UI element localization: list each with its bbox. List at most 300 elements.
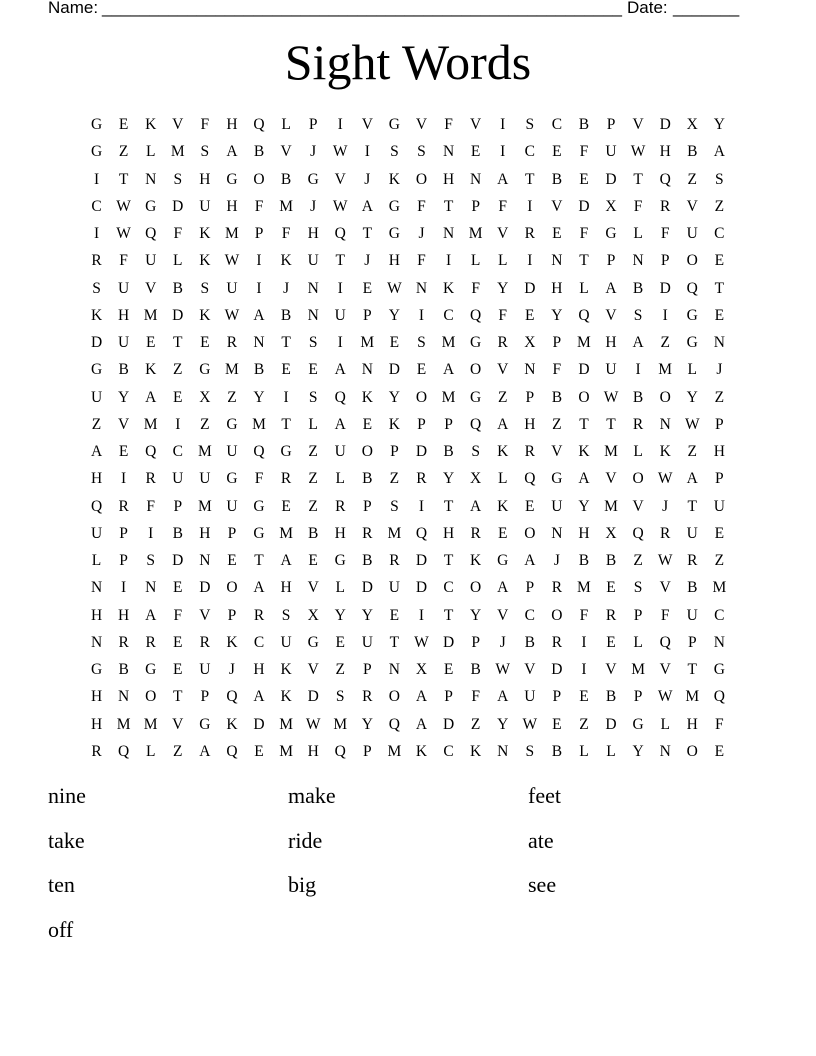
- grid-letter[interactable]: D: [605, 715, 617, 733]
- grid-letter[interactable]: L: [579, 742, 589, 760]
- grid-letter[interactable]: C: [443, 579, 454, 597]
- grid-letter[interactable]: G: [145, 661, 157, 678]
- grid-letter[interactable]: B: [551, 742, 563, 760]
- grid-letter[interactable]: S: [92, 279, 101, 297]
- grid-letter[interactable]: Q: [415, 524, 428, 542]
- grid-letter[interactable]: K: [470, 742, 482, 760]
- grid-letter[interactable]: K: [470, 552, 482, 569]
- grid-letter[interactable]: D: [415, 579, 428, 597]
- grid-letter[interactable]: I: [256, 279, 262, 297]
- grid-letter[interactable]: D: [172, 197, 184, 215]
- grid-letter[interactable]: I: [418, 497, 425, 515]
- grid-letter[interactable]: A: [280, 552, 292, 569]
- grid-letter[interactable]: T: [443, 197, 454, 215]
- grid-letter[interactable]: V: [145, 279, 157, 297]
- grid-letter[interactable]: P: [633, 688, 643, 706]
- grid-letter[interactable]: T: [118, 170, 129, 188]
- grid-letter[interactable]: F: [579, 606, 589, 624]
- grid-letter[interactable]: M: [604, 443, 618, 460]
- grid-letter[interactable]: O: [578, 388, 590, 406]
- grid-letter[interactable]: X: [605, 524, 617, 542]
- grid-letter[interactable]: Y: [361, 606, 373, 624]
- grid-letter[interactable]: C: [172, 443, 183, 460]
- grid-letter[interactable]: I: [337, 279, 343, 297]
- grid-letter[interactable]: P: [227, 606, 237, 624]
- grid-letter[interactable]: M: [387, 742, 402, 760]
- grid-letter[interactable]: K: [145, 116, 157, 133]
- grid-letter[interactable]: E: [335, 633, 345, 651]
- grid-letter[interactable]: L: [145, 742, 156, 760]
- grid-letter[interactable]: W: [657, 552, 673, 569]
- grid-letter[interactable]: M: [685, 688, 700, 706]
- grid-letter[interactable]: B: [118, 361, 129, 379]
- grid-letter[interactable]: W: [305, 715, 321, 733]
- grid-letter[interactable]: Q: [686, 279, 698, 297]
- grid-letter[interactable]: P: [200, 688, 210, 706]
- grid-letter[interactable]: T: [281, 415, 291, 433]
- grid-letter[interactable]: R: [118, 633, 129, 651]
- grid-letter[interactable]: P: [363, 306, 372, 324]
- grid-letter[interactable]: Y: [686, 388, 698, 406]
- grid-letter[interactable]: H: [226, 116, 238, 133]
- grid-letter[interactable]: W: [522, 715, 538, 733]
- grid-letter[interactable]: A: [334, 415, 346, 433]
- grid-letter[interactable]: N: [145, 170, 157, 188]
- grid-letter[interactable]: A: [713, 143, 725, 161]
- grid-letter[interactable]: H: [524, 415, 536, 433]
- grid-letter[interactable]: B: [524, 633, 535, 651]
- grid-letter[interactable]: N: [361, 361, 373, 379]
- grid-letter[interactable]: R: [524, 225, 535, 242]
- grid-letter[interactable]: W: [414, 633, 429, 651]
- grid-letter[interactable]: H: [388, 252, 400, 270]
- grid-letter[interactable]: X: [686, 116, 698, 133]
- grid-letter[interactable]: U: [686, 524, 698, 542]
- grid-letter[interactable]: W: [224, 306, 240, 324]
- grid-letter[interactable]: B: [118, 661, 129, 678]
- grid-letter[interactable]: P: [254, 225, 264, 242]
- grid-letter[interactable]: J: [310, 197, 317, 215]
- grid-letter[interactable]: F: [119, 252, 128, 270]
- grid-letter[interactable]: G: [199, 715, 211, 733]
- grid-letter[interactable]: G: [253, 524, 265, 542]
- grid-letter[interactable]: T: [714, 279, 725, 297]
- grid-letter[interactable]: K: [497, 443, 509, 460]
- grid-letter[interactable]: D: [388, 361, 400, 379]
- grid-letter[interactable]: S: [390, 497, 399, 515]
- grid-letter[interactable]: G: [470, 388, 482, 406]
- grid-letter[interactable]: Y: [497, 279, 509, 297]
- grid-letter[interactable]: G: [470, 334, 482, 351]
- grid-letter[interactable]: E: [118, 116, 129, 133]
- grid-letter[interactable]: B: [280, 170, 292, 188]
- grid-letter[interactable]: A: [253, 306, 265, 324]
- grid-letter[interactable]: F: [660, 225, 670, 242]
- grid-letter[interactable]: E: [714, 524, 725, 542]
- grid-letter[interactable]: R: [362, 688, 373, 706]
- grid-letter[interactable]: V: [172, 715, 184, 733]
- grid-letter[interactable]: N: [90, 633, 103, 651]
- grid-letter[interactable]: R: [687, 552, 698, 569]
- grid-letter[interactable]: V: [334, 170, 346, 188]
- grid-letter[interactable]: M: [631, 661, 645, 678]
- grid-letter[interactable]: M: [441, 334, 456, 351]
- grid-letter[interactable]: L: [579, 279, 589, 297]
- grid-letter[interactable]: Z: [714, 552, 725, 569]
- grid-letter[interactable]: E: [227, 552, 237, 569]
- grid-letter[interactable]: I: [283, 388, 289, 406]
- grid-letter[interactable]: N: [145, 579, 157, 597]
- grid-letter[interactable]: V: [497, 606, 509, 624]
- grid-letter[interactable]: U: [226, 279, 238, 297]
- grid-letter[interactable]: E: [389, 334, 400, 351]
- grid-letter[interactable]: N: [551, 252, 563, 270]
- grid-letter[interactable]: E: [200, 334, 210, 351]
- grid-letter[interactable]: Q: [253, 116, 265, 133]
- grid-letter[interactable]: R: [145, 633, 156, 651]
- grid-letter[interactable]: A: [145, 388, 157, 406]
- grid-letter[interactable]: A: [253, 579, 265, 597]
- grid-letter[interactable]: M: [143, 306, 158, 324]
- grid-letter[interactable]: E: [281, 361, 291, 379]
- grid-letter[interactable]: X: [605, 197, 617, 215]
- grid-letter[interactable]: F: [417, 252, 426, 270]
- grid-letter[interactable]: E: [606, 633, 616, 651]
- grid-letter[interactable]: O: [686, 252, 698, 270]
- grid-letter[interactable]: A: [524, 552, 536, 569]
- grid-letter[interactable]: K: [199, 252, 211, 270]
- grid-letter[interactable]: I: [500, 143, 506, 161]
- grid-letter[interactable]: U: [90, 388, 103, 406]
- grid-letter[interactable]: H: [280, 579, 292, 597]
- grid-letter[interactable]: D: [253, 715, 265, 733]
- grid-letter[interactable]: V: [307, 579, 319, 597]
- grid-letter[interactable]: T: [525, 170, 535, 188]
- grid-letter[interactable]: D: [442, 715, 455, 733]
- grid-letter[interactable]: R: [524, 443, 535, 460]
- grid-letter[interactable]: R: [335, 497, 346, 515]
- grid-letter[interactable]: Z: [714, 388, 725, 406]
- grid-letter[interactable]: V: [659, 579, 671, 597]
- grid-letter[interactable]: J: [499, 633, 506, 651]
- grid-letter[interactable]: K: [280, 252, 292, 270]
- grid-letter[interactable]: E: [362, 415, 373, 433]
- grid-letter[interactable]: K: [659, 443, 671, 460]
- grid-letter[interactable]: A: [497, 579, 509, 597]
- grid-letter[interactable]: E: [525, 306, 535, 324]
- grid-letter[interactable]: O: [686, 742, 698, 760]
- grid-letter[interactable]: F: [146, 497, 155, 515]
- grid-letter[interactable]: K: [280, 688, 292, 706]
- grid-letter[interactable]: G: [497, 552, 509, 569]
- grid-letter[interactable]: R: [362, 524, 373, 542]
- grid-letter[interactable]: U: [388, 579, 400, 597]
- grid-letter[interactable]: Q: [632, 524, 644, 542]
- grid-letter[interactable]: P: [525, 579, 535, 597]
- grid-letter[interactable]: P: [363, 497, 372, 515]
- grid-letter[interactable]: D: [361, 579, 373, 597]
- grid-letter[interactable]: Q: [334, 225, 346, 242]
- grid-letter[interactable]: U: [361, 633, 373, 651]
- grid-letter[interactable]: V: [686, 197, 698, 215]
- grid-letter[interactable]: A: [497, 170, 509, 188]
- grid-letter[interactable]: F: [715, 715, 724, 733]
- grid-letter[interactable]: E: [308, 361, 318, 379]
- grid-letter[interactable]: Z: [389, 470, 400, 488]
- grid-letter[interactable]: W: [224, 252, 240, 270]
- grid-letter[interactable]: P: [444, 415, 453, 433]
- grid-letter[interactable]: S: [715, 170, 724, 188]
- grid-letter[interactable]: U: [145, 252, 157, 270]
- grid-letter[interactable]: T: [281, 334, 291, 351]
- grid-letter[interactable]: N: [713, 633, 725, 651]
- grid-letter[interactable]: D: [524, 279, 536, 297]
- grid-letter[interactable]: J: [716, 361, 723, 379]
- grid-letter[interactable]: E: [173, 661, 183, 678]
- grid-letter[interactable]: M: [197, 443, 212, 460]
- grid-letter[interactable]: N: [307, 306, 319, 324]
- grid-letter[interactable]: Z: [470, 715, 481, 733]
- grid-letter[interactable]: S: [417, 143, 426, 161]
- grid-letter[interactable]: T: [687, 497, 697, 515]
- grid-letter[interactable]: Z: [335, 661, 345, 678]
- grid-letter[interactable]: E: [579, 688, 589, 706]
- grid-letter[interactable]: E: [606, 579, 616, 597]
- grid-letter[interactable]: G: [226, 470, 238, 488]
- grid-letter[interactable]: B: [307, 524, 319, 542]
- grid-letter[interactable]: Y: [713, 116, 725, 133]
- grid-letter[interactable]: R: [91, 252, 102, 270]
- grid-letter[interactable]: O: [415, 170, 428, 188]
- grid-letter[interactable]: D: [199, 579, 211, 597]
- grid-letter[interactable]: I: [527, 197, 533, 215]
- grid-letter[interactable]: V: [497, 361, 509, 379]
- grid-letter[interactable]: Q: [659, 633, 671, 651]
- grid-letter[interactable]: O: [361, 443, 373, 460]
- grid-letter[interactable]: C: [551, 116, 563, 133]
- grid-letter[interactable]: G: [280, 443, 292, 460]
- grid-letter[interactable]: T: [633, 170, 643, 188]
- grid-letter[interactable]: G: [145, 197, 157, 215]
- grid-letter[interactable]: I: [337, 334, 343, 351]
- grid-letter[interactable]: C: [714, 225, 725, 242]
- grid-letter[interactable]: P: [173, 497, 183, 515]
- grid-letter[interactable]: E: [389, 606, 400, 624]
- grid-letter[interactable]: V: [524, 661, 536, 678]
- grid-letter[interactable]: A: [199, 742, 211, 760]
- grid-letter[interactable]: N: [632, 252, 644, 270]
- grid-letter[interactable]: D: [415, 552, 428, 569]
- grid-letter[interactable]: O: [145, 688, 157, 706]
- grid-letter[interactable]: C: [443, 742, 454, 760]
- grid-letter[interactable]: B: [362, 470, 373, 488]
- grid-letter[interactable]: M: [279, 524, 293, 542]
- grid-letter[interactable]: U: [524, 688, 536, 706]
- grid-letter[interactable]: Z: [714, 197, 725, 215]
- grid-letter[interactable]: G: [307, 170, 319, 188]
- grid-letter[interactable]: G: [226, 415, 238, 433]
- grid-letter[interactable]: K: [280, 661, 292, 678]
- grid-letter[interactable]: X: [524, 334, 536, 351]
- grid-letter[interactable]: Q: [334, 388, 346, 406]
- grid-letter[interactable]: T: [173, 688, 183, 706]
- grid-letter[interactable]: O: [551, 606, 563, 624]
- grid-letter[interactable]: A: [145, 606, 157, 624]
- grid-letter[interactable]: N: [470, 170, 482, 188]
- grid-letter[interactable]: F: [579, 143, 589, 161]
- grid-letter[interactable]: R: [389, 552, 400, 569]
- grid-letter[interactable]: V: [659, 661, 671, 678]
- grid-letter[interactable]: D: [659, 279, 671, 297]
- grid-letter[interactable]: S: [173, 170, 183, 188]
- grid-letter[interactable]: K: [442, 279, 455, 297]
- grid-letter[interactable]: U: [199, 197, 211, 215]
- grid-letter[interactable]: K: [226, 715, 238, 733]
- grid-letter[interactable]: Q: [578, 306, 590, 324]
- grid-letter[interactable]: L: [335, 470, 345, 488]
- grid-letter[interactable]: Z: [118, 143, 129, 161]
- grid-letter[interactable]: R: [226, 334, 238, 351]
- grid-letter[interactable]: E: [416, 361, 427, 379]
- grid-letter[interactable]: P: [606, 116, 616, 133]
- grid-letter[interactable]: Q: [226, 688, 238, 706]
- grid-letter[interactable]: L: [173, 252, 183, 270]
- grid-letter[interactable]: K: [578, 443, 590, 460]
- grid-letter[interactable]: E: [552, 715, 562, 733]
- grid-letter[interactable]: V: [118, 415, 130, 433]
- grid-letter[interactable]: R: [470, 524, 481, 542]
- grid-letter[interactable]: T: [335, 252, 345, 270]
- grid-letter[interactable]: C: [524, 606, 535, 624]
- grid-letter[interactable]: B: [551, 388, 563, 406]
- grid-letter[interactable]: L: [497, 470, 508, 488]
- grid-letter[interactable]: U: [118, 279, 130, 297]
- grid-letter[interactable]: Q: [388, 715, 400, 733]
- grid-letter[interactable]: Y: [470, 606, 482, 624]
- grid-letter[interactable]: B: [632, 279, 644, 297]
- grid-letter[interactable]: M: [116, 715, 131, 733]
- grid-letter[interactable]: W: [495, 661, 511, 678]
- grid-letter[interactable]: I: [148, 524, 154, 542]
- grid-letter[interactable]: D: [172, 552, 184, 569]
- grid-letter[interactable]: N: [307, 279, 319, 297]
- grid-letter[interactable]: A: [632, 334, 644, 351]
- grid-letter[interactable]: I: [121, 579, 127, 597]
- grid-letter[interactable]: D: [605, 170, 617, 188]
- grid-letter[interactable]: N: [551, 524, 563, 542]
- grid-letter[interactable]: G: [90, 361, 103, 379]
- grid-letter[interactable]: C: [443, 306, 454, 324]
- grid-letter[interactable]: V: [605, 661, 617, 678]
- grid-letter[interactable]: Z: [552, 415, 562, 433]
- grid-letter[interactable]: U: [334, 443, 346, 460]
- grid-letter[interactable]: G: [551, 470, 563, 488]
- grid-letter[interactable]: Q: [253, 443, 265, 460]
- grid-letter[interactable]: O: [226, 579, 238, 597]
- grid-letter[interactable]: F: [498, 306, 508, 324]
- grid-letter[interactable]: J: [228, 661, 235, 678]
- grid-letter[interactable]: I: [93, 225, 100, 242]
- grid-letter[interactable]: P: [715, 415, 724, 433]
- grid-letter[interactable]: E: [714, 306, 725, 324]
- grid-letter[interactable]: P: [471, 197, 480, 215]
- grid-letter[interactable]: U: [118, 334, 130, 351]
- grid-letter[interactable]: A: [415, 688, 428, 706]
- grid-letter[interactable]: I: [445, 252, 452, 270]
- grid-letter[interactable]: N: [442, 225, 455, 242]
- grid-letter[interactable]: C: [91, 197, 102, 215]
- grid-letter[interactable]: L: [335, 579, 345, 597]
- grid-letter[interactable]: F: [200, 116, 210, 133]
- grid-letter[interactable]: H: [713, 443, 725, 460]
- grid-letter[interactable]: J: [310, 143, 317, 161]
- grid-letter[interactable]: S: [525, 742, 535, 760]
- grid-letter[interactable]: A: [470, 497, 482, 515]
- grid-letter[interactable]: G: [713, 661, 725, 678]
- grid-letter[interactable]: W: [332, 197, 348, 215]
- grid-letter[interactable]: H: [90, 606, 103, 624]
- grid-letter[interactable]: G: [307, 633, 319, 651]
- grid-letter[interactable]: M: [279, 742, 293, 760]
- grid-letter[interactable]: B: [443, 443, 454, 460]
- grid-letter[interactable]: E: [443, 661, 454, 678]
- grid-letter[interactable]: G: [334, 552, 346, 569]
- grid-letter[interactable]: Z: [579, 715, 589, 733]
- grid-letter[interactable]: M: [279, 715, 293, 733]
- grid-letter[interactable]: G: [199, 361, 211, 379]
- grid-letter[interactable]: O: [659, 388, 671, 406]
- grid-letter[interactable]: W: [332, 143, 348, 161]
- grid-letter[interactable]: Z: [497, 388, 508, 406]
- grid-letter[interactable]: E: [118, 443, 129, 460]
- grid-letter[interactable]: N: [199, 552, 211, 569]
- grid-letter[interactable]: O: [470, 579, 482, 597]
- grid-letter[interactable]: B: [551, 170, 563, 188]
- grid-letter[interactable]: T: [579, 252, 589, 270]
- grid-letter[interactable]: Q: [334, 742, 346, 760]
- grid-letter[interactable]: M: [279, 197, 293, 215]
- grid-letter[interactable]: I: [635, 361, 641, 379]
- grid-letter[interactable]: P: [417, 415, 426, 433]
- grid-letter[interactable]: F: [471, 688, 480, 706]
- grid-letter[interactable]: Q: [524, 470, 536, 488]
- grid-letter[interactable]: G: [388, 225, 400, 242]
- grid-letter[interactable]: X: [307, 606, 319, 624]
- grid-letter[interactable]: I: [581, 661, 587, 678]
- grid-letter[interactable]: O: [388, 688, 400, 706]
- grid-letter[interactable]: R: [145, 470, 156, 488]
- grid-letter[interactable]: A: [578, 470, 590, 488]
- grid-letter[interactable]: E: [497, 524, 508, 542]
- grid-letter[interactable]: N: [659, 742, 671, 760]
- grid-letter[interactable]: M: [712, 579, 727, 597]
- grid-letter[interactable]: X: [199, 388, 211, 406]
- grid-letter[interactable]: Q: [470, 415, 482, 433]
- grid-letter[interactable]: Q: [145, 443, 157, 460]
- grid-letter[interactable]: G: [686, 334, 698, 351]
- grid-letter[interactable]: Q: [90, 497, 103, 515]
- grid-letter[interactable]: Z: [308, 443, 318, 460]
- grid-letter[interactable]: O: [253, 170, 265, 188]
- grid-letter[interactable]: A: [253, 688, 265, 706]
- grid-letter[interactable]: D: [415, 443, 428, 460]
- grid-letter[interactable]: Q: [659, 170, 671, 188]
- grid-letter[interactable]: P: [363, 742, 372, 760]
- grid-letter[interactable]: U: [226, 443, 238, 460]
- grid-letter[interactable]: E: [254, 742, 264, 760]
- grid-letter[interactable]: C: [253, 633, 265, 651]
- grid-letter[interactable]: L: [308, 415, 318, 433]
